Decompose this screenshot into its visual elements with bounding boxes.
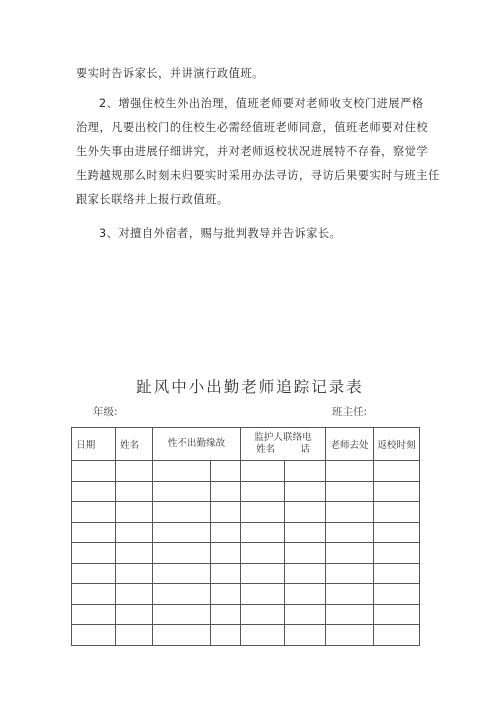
table-cell [153,502,211,523]
table-cell [241,584,285,605]
table-cell [285,461,326,482]
table-row [72,625,420,646]
attendance-table [71,427,420,646]
table-cell [211,481,241,502]
table-cell [72,522,116,543]
table-cell [285,522,326,543]
table-cell [116,563,153,584]
table-cell [241,522,285,543]
table-cell [211,604,241,625]
header-whereabouts: 老师去处 [326,428,374,461]
header-return-time: 返校时刻 [374,428,420,461]
table-cell [116,461,153,482]
table-cell [241,502,285,523]
table-cell [72,543,116,564]
table-cell [72,625,116,646]
table-cell [285,625,326,646]
table-cell [72,604,116,625]
paragraph-line-1: 要实时告诉家长，并讲演行政值班。 [76,67,264,80]
table-row [72,502,420,523]
header-date: 日期 [72,428,116,461]
table-cell [153,543,211,564]
header-reason-text: 性不出勤缘故 [167,438,226,449]
table-header-row [72,428,420,461]
table-cell [374,604,420,625]
paragraph-line-4: 生外失事由进展仔细讲究，并对老师返校状况进展特不存眷，察觉学 [76,145,429,158]
table-row [72,584,420,605]
table-cell [326,502,374,523]
form-title: 趾风中小出勤老师追踪记录表 [136,378,364,396]
table-cell [72,461,116,482]
table-cell [326,461,374,482]
table-cell [374,481,420,502]
table-cell [285,563,326,584]
paragraph-line-3: 治理，凡要出校门的住校生必需经值班老师同意，值班老师要对住校 [76,121,429,134]
header-name: 姓名 [116,428,153,461]
table-cell [374,522,420,543]
paragraph-line-6: 跟家长联络并上报行政值班。 [76,193,229,206]
paragraph-line-5: 生跨越规那么时刻未归要实时采用办法寻访，寻访后果要实时与班主任 [76,169,440,182]
table-cell [153,522,211,543]
table-row [72,481,420,502]
table-cell [153,461,211,482]
table-cell [72,502,116,523]
table-cell [211,543,241,564]
table-cell [285,502,326,523]
header-reason [153,428,241,461]
table-cell [211,461,241,482]
table-cell [285,604,326,625]
grade-label: 年级: [93,406,118,418]
table-cell [116,604,153,625]
table-cell [374,563,420,584]
table-cell [211,522,241,543]
header-guardian-name: 姓名 [256,444,276,455]
table-cell [116,502,153,523]
table-cell [72,481,116,502]
table-cell [153,584,211,605]
table-cell [326,584,374,605]
table-cell [326,604,374,625]
table-cell [241,481,285,502]
header-guardian-phone: 话 [300,444,310,455]
table-row [72,604,420,625]
table-cell [116,584,153,605]
table-cell [374,502,420,523]
header-guardian [241,428,326,461]
table-cell [153,625,211,646]
table-row [72,522,420,543]
table-cell [72,584,116,605]
table-cell [285,481,326,502]
header-guardian-line1: 监护人联络电 [254,432,312,443]
table-cell [326,543,374,564]
table-cell [326,563,374,584]
table-cell [285,543,326,564]
table-row [72,461,420,482]
teacher-label: 班主任: [332,406,368,418]
table-cell [241,625,285,646]
table-cell [241,461,285,482]
table-cell [326,625,374,646]
table-cell [211,625,241,646]
table-cell [153,604,211,625]
table-cell [116,543,153,564]
table-row [72,543,420,564]
table-cell [211,502,241,523]
table-cell [374,584,420,605]
table-cell [326,481,374,502]
table-cell [72,563,116,584]
paragraph-line-2: 2、增强住校生外出治理，值班老师要对老师收支校门进展严格 [99,97,424,110]
table-cell [326,522,374,543]
table-cell [241,543,285,564]
table-cell [153,563,211,584]
table-cell [116,481,153,502]
table-row [72,563,420,584]
table-cell [374,625,420,646]
table-cell [374,461,420,482]
paragraph-line-7: 3、对擅自外宿者，赐与批判教导并告诉家长。 [99,227,342,240]
table-cell [211,584,241,605]
table-cell [285,584,326,605]
table-cell [116,522,153,543]
table-cell [211,563,241,584]
table-cell [116,625,153,646]
table-cell [374,543,420,564]
table-cell [241,604,285,625]
table-cell [241,563,285,584]
table-cell [153,481,211,502]
